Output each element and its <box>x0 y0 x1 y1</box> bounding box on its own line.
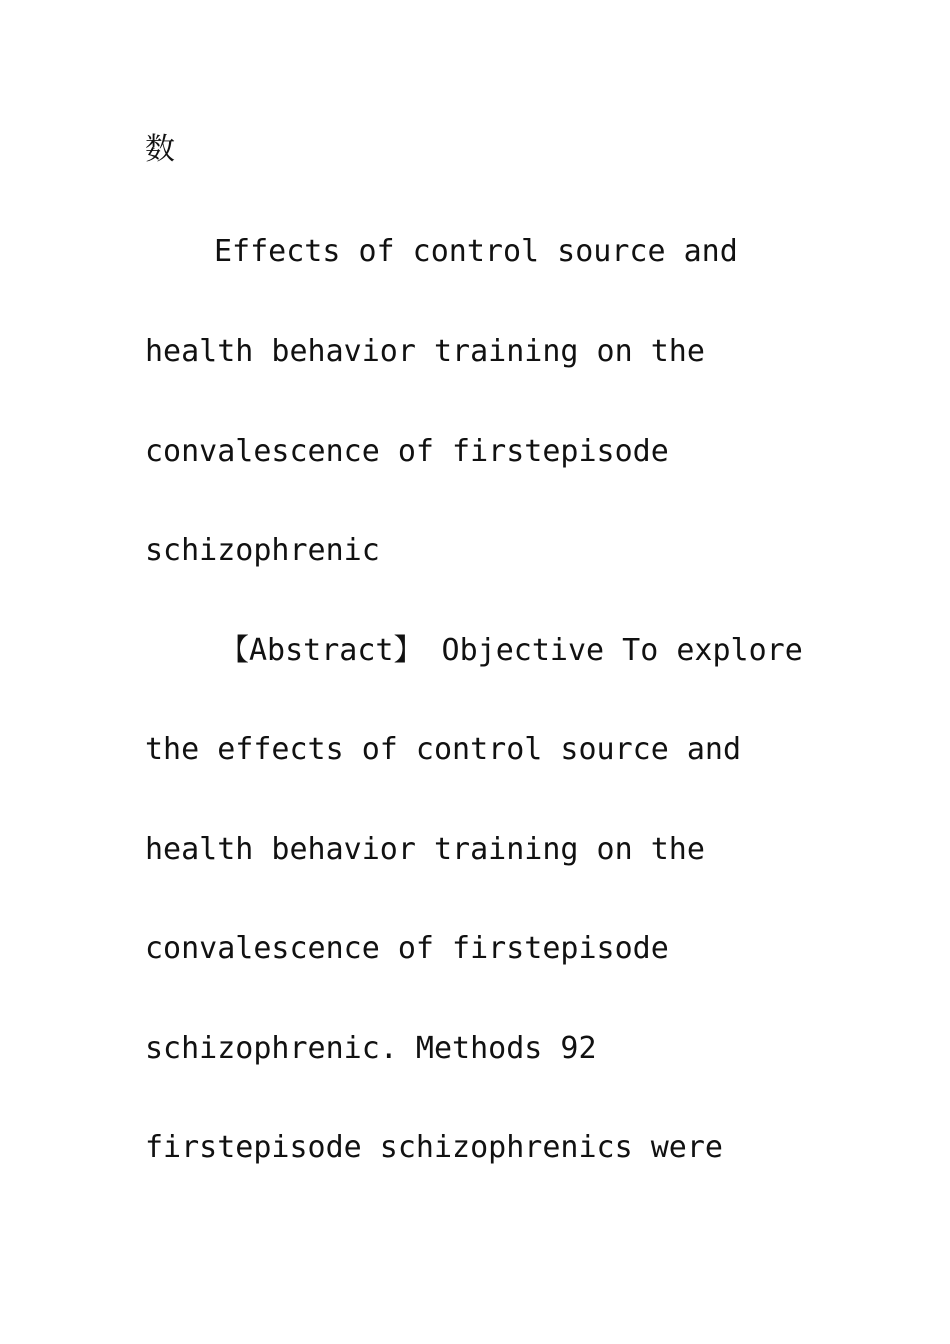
abstract-line-4: convalescence of firstepisode <box>145 931 669 966</box>
title-line-4: schizophrenic <box>145 533 380 568</box>
title-line-3: convalescence of firstepisode <box>145 434 669 469</box>
abstract-line-1: 【Abstract】 Objective To explore <box>219 633 803 668</box>
abstract-line-5: schizophrenic. Methods 92 <box>145 1031 597 1066</box>
abstract-line-3: health behavior training on the <box>145 832 705 867</box>
title-line-1: Effects of control source and <box>214 234 738 269</box>
title-line-2: health behavior training on the <box>145 334 705 369</box>
abstract-line-6: firstepisode schizophrenics were <box>145 1130 723 1165</box>
abstract-line-2: the effects of control source and <box>145 732 742 767</box>
fragment-text: 数 <box>145 132 175 167</box>
